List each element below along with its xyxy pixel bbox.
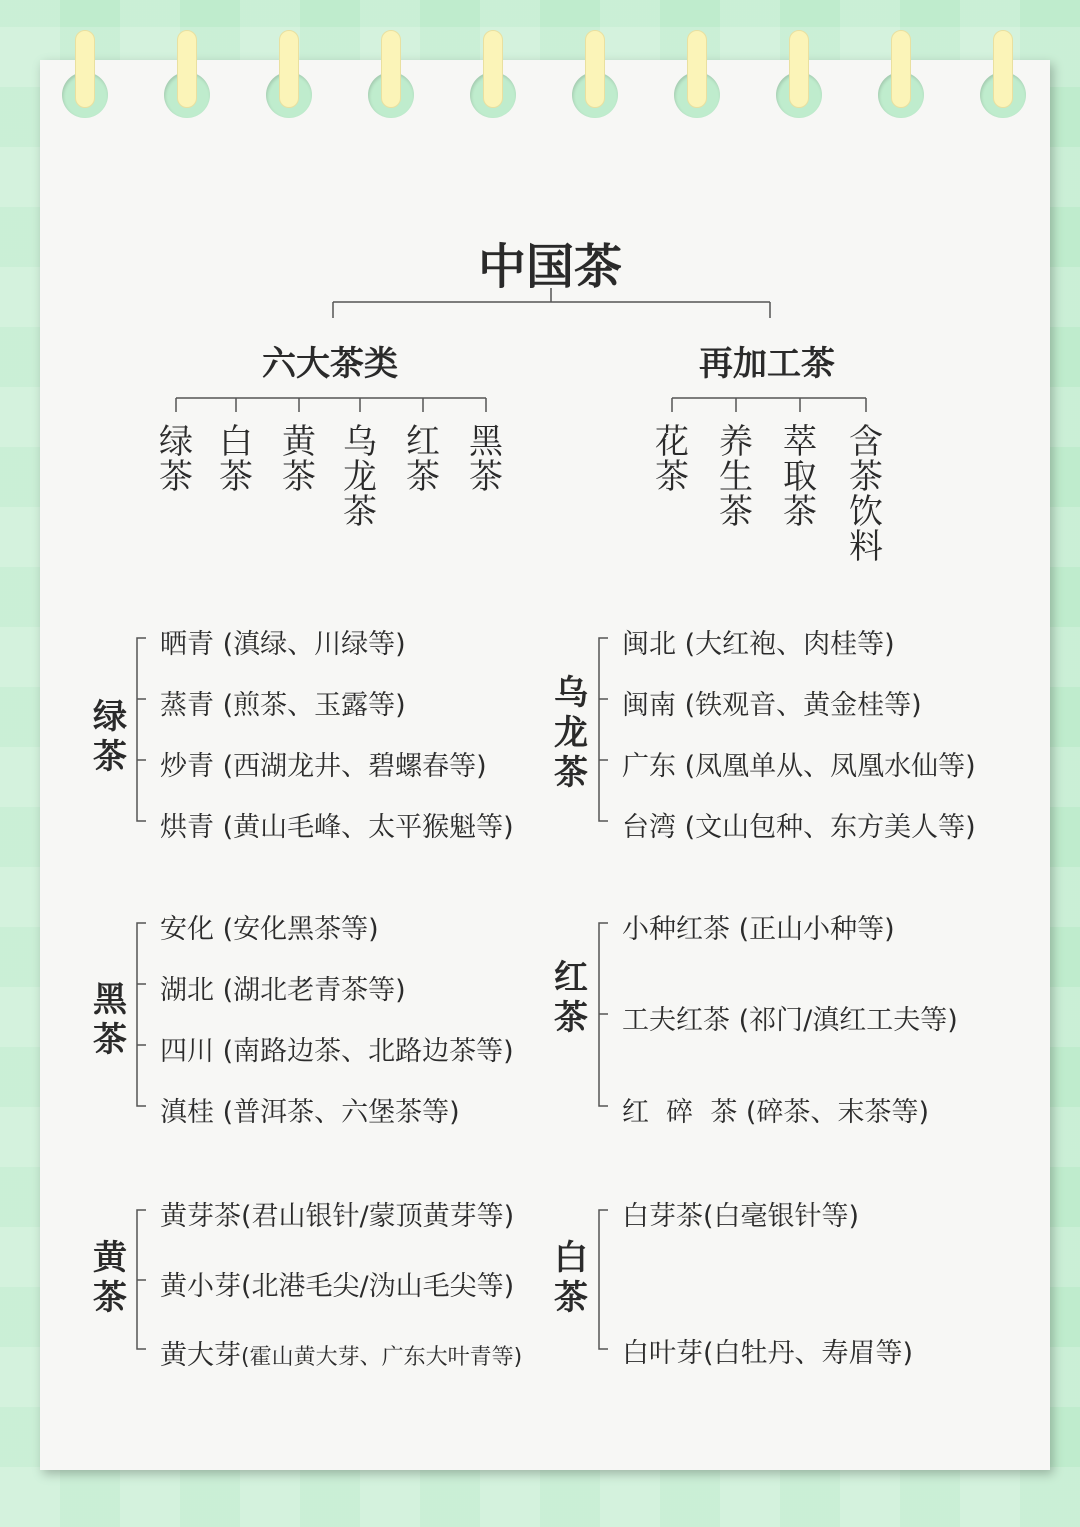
list-item: 滇桂 (普洱茶、六堡茶等) — [160, 1097, 460, 1128]
list-item: 广东 (凤凰单从、凤凰水仙等) — [622, 751, 976, 782]
list-item — [160, 1333, 522, 1372]
section-label-black-tea: 红茶 — [554, 958, 588, 1038]
list-item: 台湾 (文山包种、东方美人等) — [622, 812, 976, 843]
list-item: 晒青 (滇绿、川绿等) — [160, 629, 406, 660]
category-yellow-tea: 黄茶 — [282, 422, 316, 497]
list-item: 烘青 (黄山毛峰、太平猴魁等) — [160, 812, 514, 843]
branch-label-six-categories: 六大茶类 — [262, 344, 398, 384]
list-item: 小种红茶 (正山小种等) — [622, 914, 895, 945]
diagram-title: 中国茶 — [477, 239, 622, 295]
list-item: 黄芽茶(君山银针/蒙顶黄芽等) — [160, 1201, 515, 1232]
category-green-tea: 绿茶 — [159, 422, 193, 497]
category-health-tea: 养生茶 — [719, 422, 753, 532]
list-item: 四川 (南路边茶、北路边茶等) — [160, 1036, 514, 1067]
list-item: 白叶芽(白牡丹、寿眉等) — [622, 1338, 914, 1369]
section-label-white-tea: 白茶 — [554, 1238, 588, 1318]
list-item: 工夫红茶 (祁门/滇红工夫等) — [622, 1005, 958, 1036]
list-item: 闽南 (铁观音、黄金桂等) — [622, 690, 922, 721]
list-item: 安化 (安化黑茶等) — [160, 914, 379, 945]
category-dark-tea: 黑茶 — [469, 422, 503, 497]
list-item: 蒸青 (煎茶、玉露等) — [160, 690, 406, 721]
list-item: 黄小芽(北港毛尖/沩山毛尖等) — [160, 1271, 515, 1302]
section-label-oolong-tea: 乌龙茶 — [554, 673, 588, 793]
category-black-tea: 红茶 — [406, 422, 440, 497]
list-item: 闽北 (大红袍、肉桂等) — [622, 629, 895, 660]
category-tea-beverage: 含茶饮料 — [849, 422, 883, 567]
list-item-note: (霍山黄大芽、广东大叶青等) — [241, 1345, 523, 1370]
section-label-green-tea: 绿茶 — [93, 697, 127, 777]
section-label-dark-tea: 黑茶 — [93, 980, 127, 1060]
list-item: 湖北 (湖北老青茶等) — [160, 975, 406, 1006]
list-item: 白芽茶(白毫银针等) — [622, 1201, 860, 1232]
category-flower-tea: 花茶 — [655, 422, 689, 497]
section-label-yellow-tea: 黄茶 — [93, 1238, 127, 1318]
list-item-main: 黄大芽 — [160, 1340, 241, 1371]
list-item: 红 碎 茶 (碎茶、末茶等) — [622, 1097, 929, 1128]
category-white-tea: 白茶 — [219, 422, 253, 497]
list-item: 炒青 (西湖龙井、碧螺春等) — [160, 751, 487, 782]
category-extract-tea: 萃取茶 — [783, 422, 817, 532]
branch-label-reprocessed: 再加工茶 — [699, 344, 835, 384]
category-oolong-tea: 乌龙茶 — [343, 422, 377, 532]
